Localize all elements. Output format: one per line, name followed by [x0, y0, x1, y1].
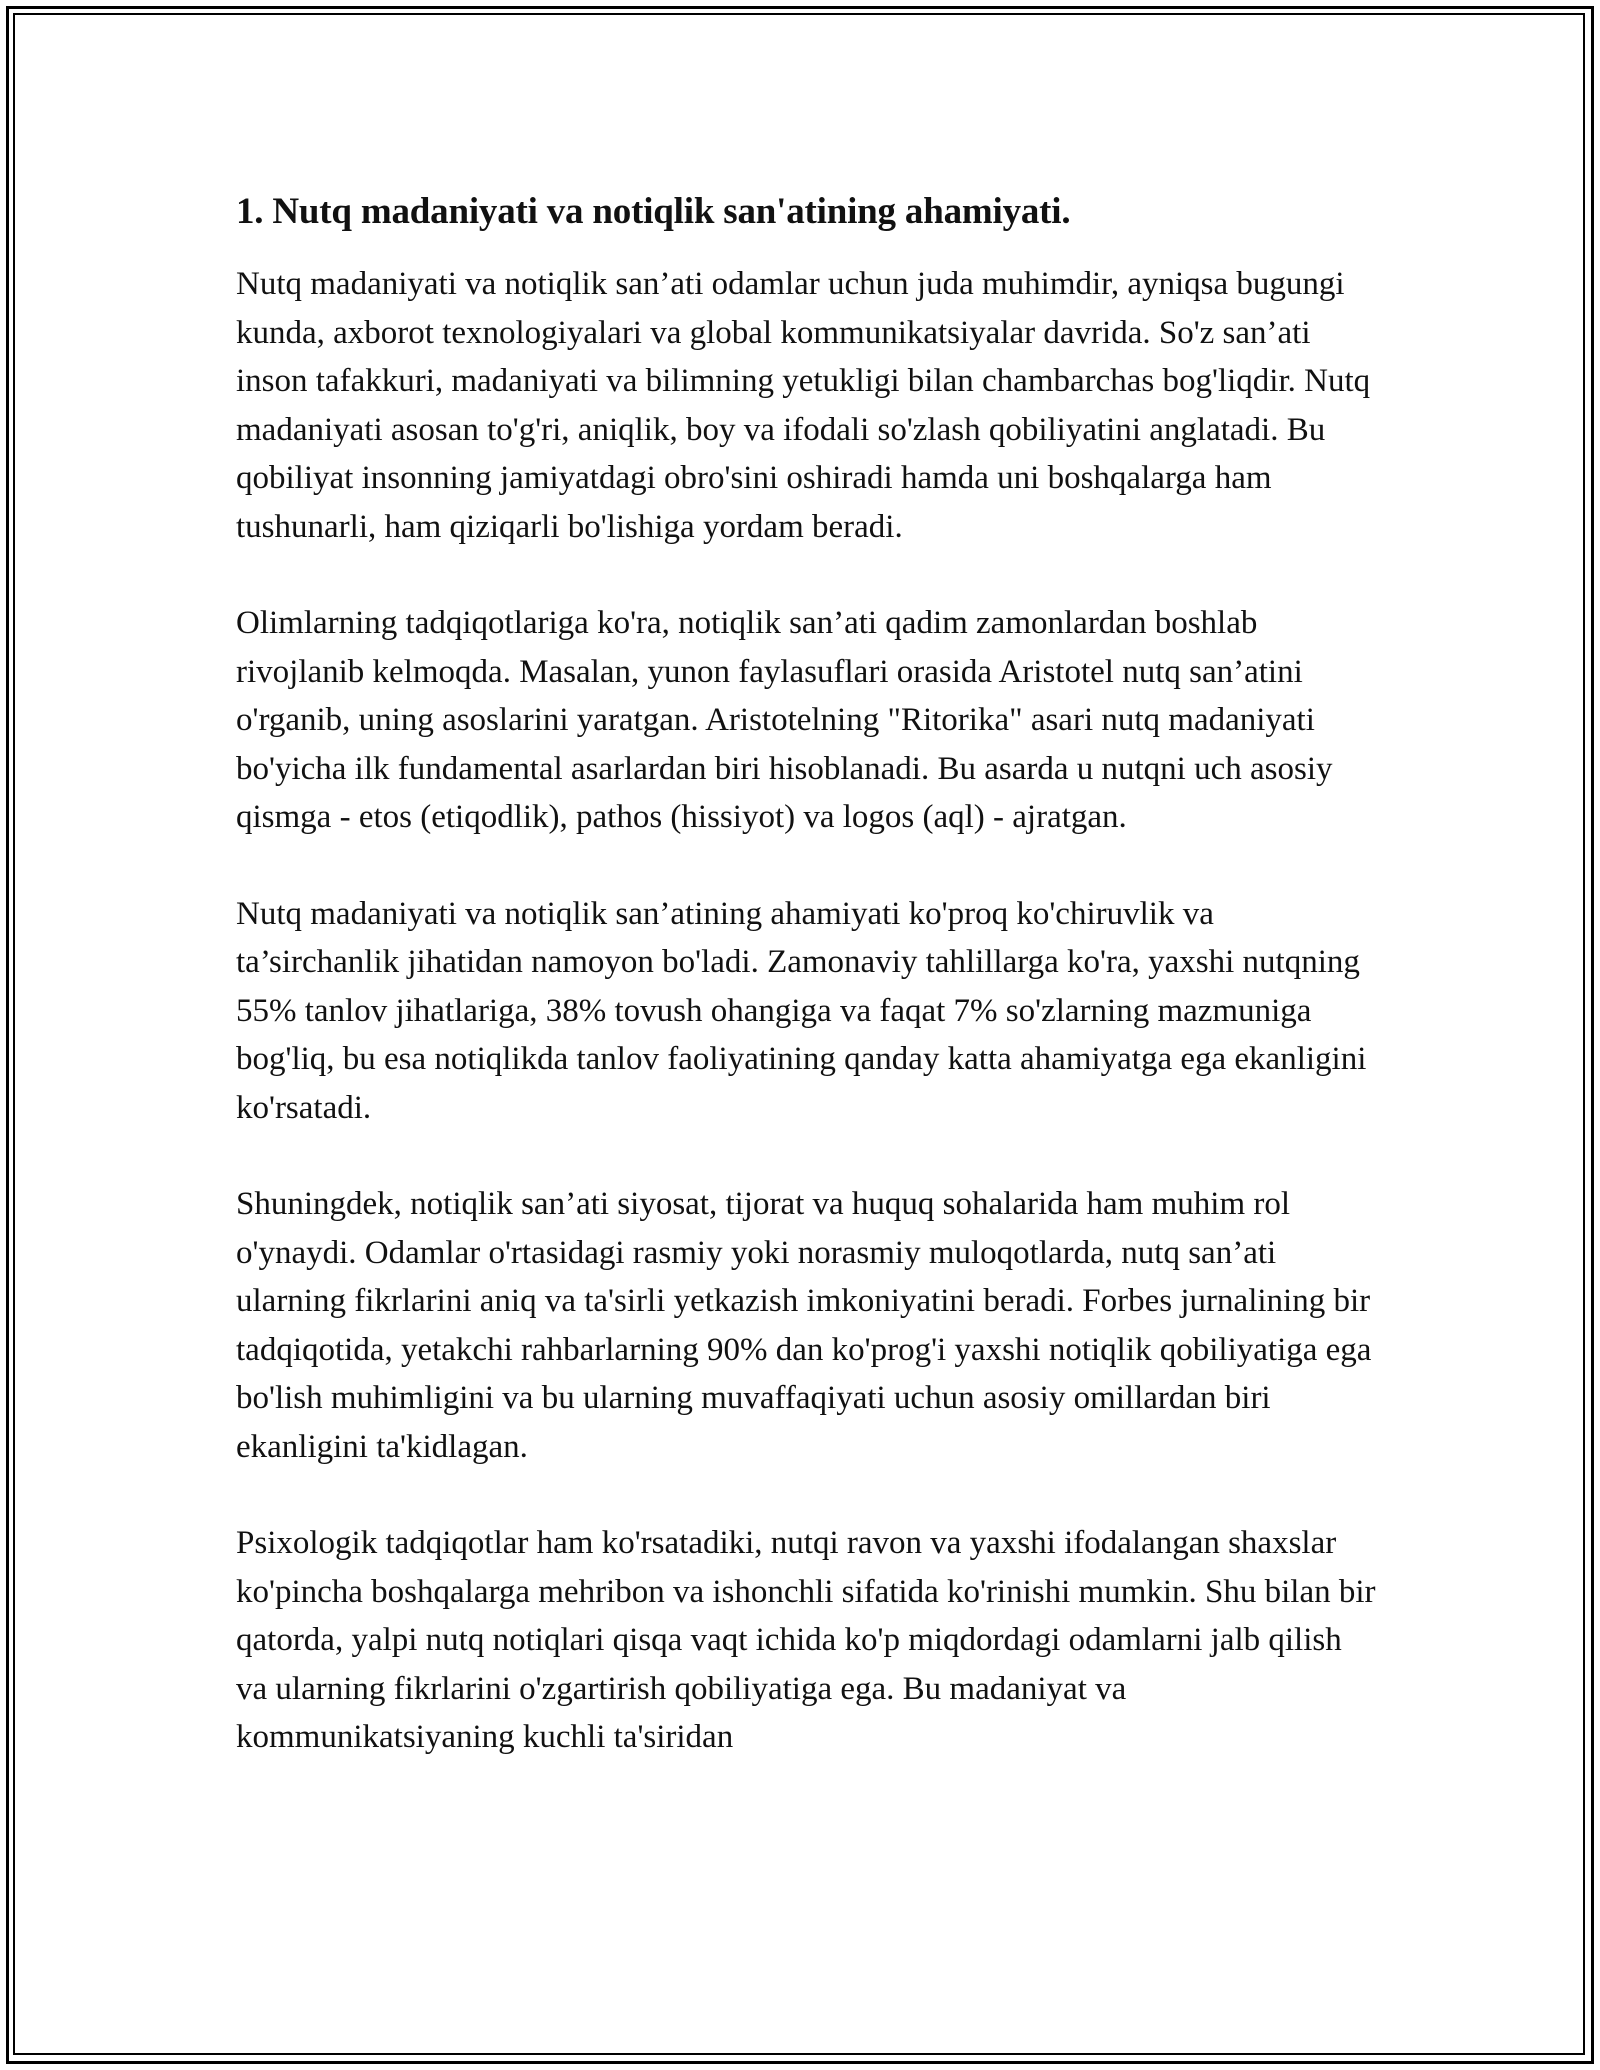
paragraph-1: Nutq madaniyati va notiqlik san’ati odamlar uchun juda muhimdir, ayniqsa bugungi kunda, axborot texnologiyalari va global kommunikatsiyalar davrida. So'z san’ati inson tafakkuri, madaniyati va bilimning yetukligi bilan chambarchas bog'liqdir. Nutq madaniyati asosan to'g'ri, aniqlik, boy va ifodali so'zlash qobiliyatini anglatadi. Bu qobiliyat insonning jamiyatdagi obro'sini oshiradi hamda uni boshqalarga ham tushunarli, ham qiziqarli bo'lishiga yordam beradi.: [236, 266, 1371, 545]
paragraph-3: Nutq madaniyati va notiqlik san’atining ahamiyati ko'proq ko'chiruvlik va ta’sirchanlik jihatidan namoyon bo'ladi. Zamonaviy tahlillarga ko'ra, yaxshi nutqning 55% tanlov jihatlariga, 38% tovush ohangiga va faqat 7% so'zlarning mazmuniga bog'liq, bu esa notiqlikda tanlov faoliyatining qanday katta ahamiyatga ega ekanligini ko'rsatadi.: [236, 895, 1367, 1126]
paragraph-4: Shuningdek, notiqlik san’ati siyosat, tijorat va huquq sohalarida ham muhim rol o'ynaydi. Odamlar o'rtasidagi rasmiy yoki norasmiy muloqotlarda, nutq san’ati ularning fikrlarini aniq va ta'sirli yetkazish imkoniyatini beradi. Forbes jurnalining bir tadqiqotida, yetakchi rahbarlarning 90% dan ko'prog'i yaxshi notiqlik qobiliyatiga ega bo'lish muhimligini va bu ularning muvaffaqiyati uchun asosiy omillardan biri ekanligini ta'kidlagan.: [236, 1186, 1372, 1465]
document-body: [236, 188, 1376, 1762]
section-heading: 1. Nutq madaniyati va notiqlik san'atining ahamiyati.: [236, 191, 1071, 232]
paragraph-2: Olimlarning tadqiqotlariga ko'ra, notiqlik san’ati qadim zamonlardan boshlab rivojlanib kelmoqda. Masalan, yunon faylasuflari orasida Aristotel nutq san’atini o'rganib, uning asoslarini yaratgan. Aristotelning "Ritorika" asari nutq madaniyati bo'yicha ilk fundamental asarlardan biri hisoblanadi. Bu asarda u nutqni uch asosiy qismga - etos (etiqodlik), pathos (hissiyot) va logos (aql) - ajratgan.: [236, 605, 1333, 835]
paragraph-5: Psixologik tadqiqotlar ham ko'rsatadiki, nutqi ravon va yaxshi ifodalangan shaxslar ko'pincha boshqalarga mehribon va ishonchli sifatida ko'rinishi mumkin. Shu bilan bir qatorda, yalpi nutq notiqlari qisqa vaqt ichida ko'p miqdordagi odamlarni jalb qilish va ularning fikrlarini o'zgartirish qobiliyatiga ega. Bu madaniyat va kommunikatsiyaning kuchli ta'siridan: [236, 1525, 1376, 1755]
